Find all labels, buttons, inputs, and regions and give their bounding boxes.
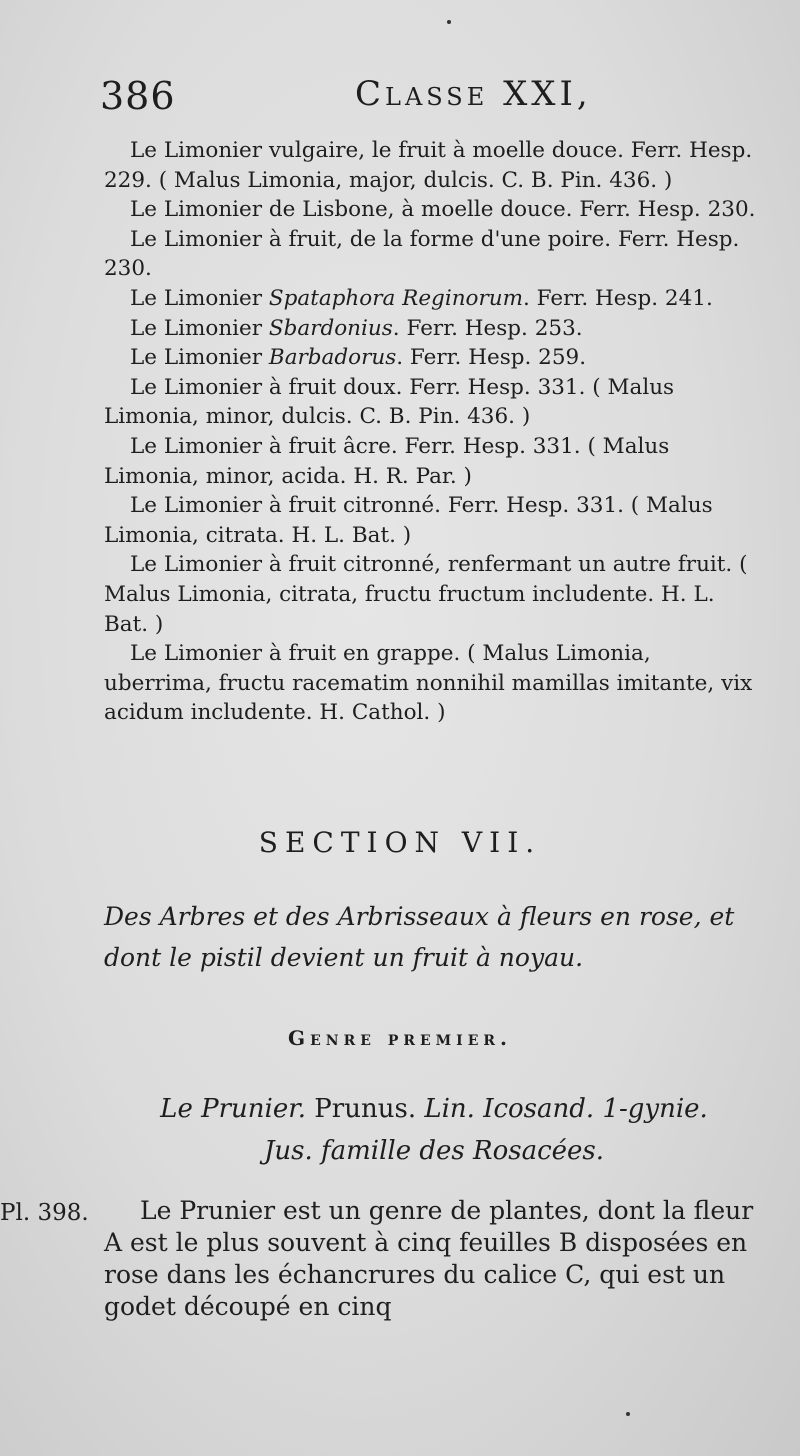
entry-list (104, 136, 764, 728)
genus-french-name: Le Prunier. (160, 1094, 307, 1124)
entry-text: . Ferr. Hesp. 259. (396, 345, 587, 371)
species-name: Barbadorus (268, 345, 397, 371)
list-item (104, 550, 764, 639)
genus-linnaeus-ref: Lin. Icosand. 1-gynie. (424, 1094, 708, 1124)
genus-description: Le Prunier est un genre de plantes, dont la fleur A est le plus souvent à cinq feuilles B disposées en rose dans les échancrures du calice C, qui est un godet découpé en cinq (104, 1196, 754, 1321)
list-item (104, 373, 764, 432)
list-item (104, 343, 764, 373)
entry-text: Le Limonier (130, 285, 269, 311)
entry-text: Le Limonier (130, 345, 269, 371)
entry-text: Le Limonier à fruit citronné, renfermant un autre fruit. ( Malus Limonia, citrata, fructu fructum includente. H. L. Bat. ) (104, 552, 748, 637)
genus-jussieu-ref: Jus. famille des Rosacées. (263, 1136, 605, 1166)
species-name: Sbardonius (268, 315, 393, 341)
entry-text: Le Limonier vulgaire, le fruit à moelle douce. Ferr. Hesp. 229. ( Malus Limonia, major, dulcis. C. B. Pin. 436. ) (104, 138, 753, 193)
page-number: 386 (100, 74, 176, 118)
entry-text: Le Limonier à fruit âcre. Ferr. Hesp. 331. ( Malus Limonia, minor, acida. H. R. Par. ) (104, 433, 670, 489)
list-item (104, 432, 764, 491)
genus-title (104, 1088, 764, 1172)
entry-text: Le Limonier à fruit en grappe. ( Malus Limonia, uberrima, fructu racematim nonnihil mamillas imitante, vix acidum includente. H. Cathol. ) (104, 641, 753, 726)
entry-text: Le Limonier à fruit doux. Ferr. Hesp. 331. ( Malus Limonia, minor, dulcis. C. B. Pin. 436. ) (104, 374, 675, 430)
page-header (100, 74, 800, 134)
list-item (104, 195, 764, 225)
entry-text: Le Limonier à fruit, de la forme d'une poire. Ferr. Hesp. 230. (104, 226, 740, 282)
print-speck (626, 1412, 630, 1416)
genre-heading: Genre premier. (288, 1026, 512, 1050)
section-description: Des Arbres et des Arbrisseaux à fleurs en rose, et dont le pistil devient un fruit à noyau. (104, 902, 735, 972)
section-heading: SECTION VII. (258, 826, 542, 859)
plate-reference: Pl. 398. (0, 1200, 89, 1226)
list-item (104, 639, 764, 728)
genus-latin-name: Prunus. (306, 1094, 425, 1124)
list-item (104, 284, 764, 314)
entry-text: . Ferr. Hesp. 253. (392, 315, 583, 341)
print-speck (447, 20, 451, 24)
list-item (104, 314, 764, 344)
entry-text: Le Limonier de Lisbone, à moelle douce. Ferr. Hesp. 230. (130, 197, 756, 223)
entry-text: Le Limonier à fruit citronné. Ferr. Hesp. 331. ( Malus Limonia, citrata. H. L. Bat. ) (104, 493, 713, 548)
list-item (104, 491, 764, 550)
species-name: Spataphora Reginorum (268, 285, 523, 311)
entry-text: Le Limonier (130, 315, 269, 341)
running-title: Classe XXI, (355, 74, 592, 114)
list-item (104, 136, 764, 195)
entry-text: . Ferr. Hesp. 241. (523, 285, 713, 311)
list-item (104, 225, 764, 284)
